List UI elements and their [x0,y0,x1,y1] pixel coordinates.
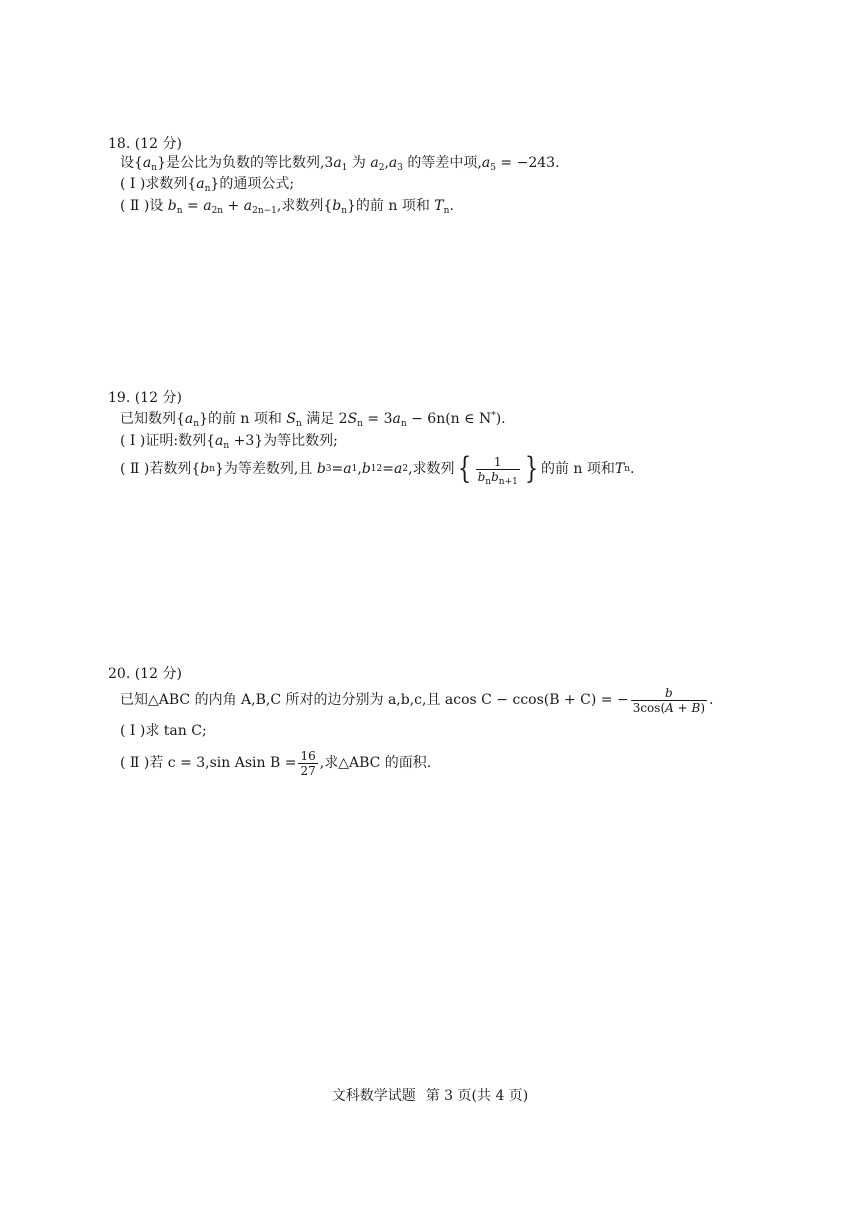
q20-header: 20. (12 分) [108,666,182,682]
left-brace: { [457,451,471,486]
footer-subject: 文科数学试题 [331,1088,416,1104]
q19-stem: 已知数列$\{a_n\}$的前 n 项和 $S_n$ 满足 $2S_n = 3a_n - 6n(n$ ∈ N*). [120,411,506,429]
q19-header: 19. (12 分) [108,390,182,406]
q18-stem: 设$\{a_n\}$是公比为负数的等比数列$,3a_1$ 为 $a_2,a_3$ 的等差中项$,a_5 = -243$. [120,155,560,173]
q20-part1: ( Ⅰ )求 tan C; [120,723,207,739]
q20-part2-fraction: $\frac{16}{27}$ [300,748,316,778]
q19-part2: ( Ⅱ )若数列{ b n }为等差数列,且 b 3 = a 1 , b 12 = a 2 ,求数列 { $\frac{1}{b_nb_{n+1}}$ } 的前 n 项和 T n . [120,451,635,487]
q20-stem: 已知△ABC 的内角 A,B,C 所对的边分别为 a,b,c,且 acos C − ccos(B + C) = − $\frac{b}{3\cos(A + B)}$ . [120,685,714,715]
q20-part2: ( Ⅱ )若 c = 3,sin Asin B = $\frac{16}{27}$ ,求△ABC 的面积. [120,748,432,778]
reciprocal-fraction: $\frac{1}{b_nb_{n+1}}$ [477,454,518,487]
right-brace: } [524,451,539,486]
q18-part1: ( Ⅰ )求数列$\{a_n\}$的通项公式; [120,176,295,194]
page-footer [0,1086,860,1106]
q18-header: 18. (12 分) [108,136,182,152]
footer-page-number: 第 3 页(共 4 页) [425,1088,529,1104]
q20-fraction: $\frac{b}{3\cos(A + B)}$ [632,685,705,715]
q19-part1: ( Ⅰ )证明:数列$\{a_n +3\}$为等比数列; [120,433,338,451]
q18-part2: ( Ⅱ )设 $b_n = a_{2n} + a_{2n-1}$,求数列$\{b_n\}$的前 n 项和 $T_n$. [120,198,454,216]
